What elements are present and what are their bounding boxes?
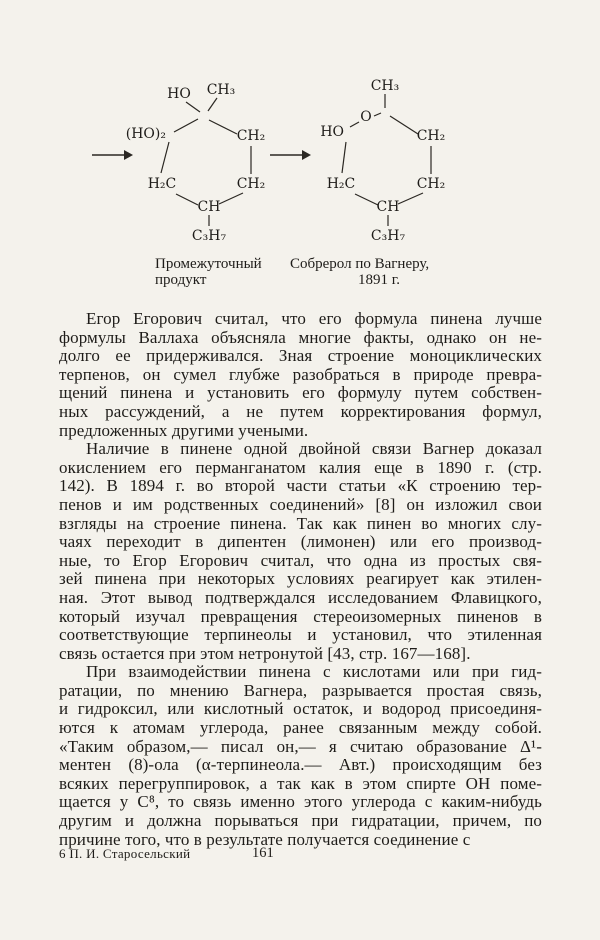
label-ch: CH [376,199,400,215]
reaction-scheme [0,60,600,305]
text-line: ментен (8)-ола (α-терпинеола.— Авт.) происходящим без [59,755,542,775]
page-number: 161 [252,845,274,861]
intermediate-structure [126,82,266,244]
text-line: чаях переходит в дипентен (лимонен) или его производ- [59,532,542,552]
caption-sobrerol-line1: Собрерол по Вагнеру, [290,256,430,272]
label-oxygen: O [360,109,372,125]
text-line: соответствующие терпинеолы и установил, что этиленная [59,625,542,645]
label-ch2-upper-right: CH₂ [416,128,446,144]
label-ch3: CH₃ [370,78,400,94]
label-ch2-upper-right: CH₂ [236,128,266,144]
text-line: зей пинена при некоторых условиях реагирует как этилен- [59,569,542,589]
body-text [59,310,542,849]
text-line: 142). В 1894 г. во второй части статьи «К строению тер- [59,476,542,496]
reaction-arrow-middle-icon [270,150,311,160]
text-line: формулы Валлаха объясняла многие факты, однако он не- [59,327,542,347]
text-line: ные, то Егор Егорович считал, что одна из простых свя- [59,550,542,570]
text-line: который изучал превращения стереоизомерных пиненов в [59,606,542,626]
label-ho: HO [320,124,344,140]
caption-sobrerol-line2: 1891 г. [358,272,400,288]
label-h2c: H₂C [326,176,356,192]
label-c3h7: C₃H₇ [191,228,227,244]
text-line: Егор Егорович считал, что его формула пинена лучше [86,309,542,328]
printers-signature: 6 П. И. Старосельский [59,846,191,861]
sobrerol-structure [320,78,445,244]
label-c3h7: C₃H₇ [370,228,406,244]
text-line: ных рассуждений, а не путем корректирования формул, [59,401,542,421]
paragraph-2 [59,440,542,663]
label-ch: CH [197,199,221,215]
text-line: окислением его перманганатом калия еще в 1890 г. (стр. [59,457,542,477]
text-line: предложенных другими учеными. [59,420,309,440]
text-line: взгляды на строение пинена. Так как пинен во многих слу- [59,513,542,533]
reaction-arrow-left-icon [92,150,133,160]
text-line: щений пинена и установить его формулу путем собствен- [59,383,542,403]
label-ch2-lower-right: CH₂ [236,176,266,192]
text-line: всяких перегруппировок, а так как в этом спирте ОН поме- [59,773,542,793]
text-line: долго ее придерживался. Зная строение моноциклических [59,346,542,366]
caption-intermediate-line1: Промежуточный [155,256,262,272]
label-ho: HO [167,86,191,102]
text-line: При взаимодействии пинена с кислотами или при гид- [86,662,542,682]
paragraph-3 [59,663,542,849]
text-line: «Таким образом,— писал он,— я считаю образование Δ¹- [59,736,542,756]
label-ch2-lower-right: CH₂ [416,176,446,192]
text-line: связь остается при этом нетронутой [43, стр. 167—168]. [59,643,471,663]
text-line: другим и должна порываться при гидратации, причем, по [59,811,542,831]
text-line: Наличие в пинене одной двойной связи Вагнер доказал [86,439,542,459]
caption-intermediate-line2: продукт [155,272,207,288]
text-line: щается у С⁸, то связь именно этого углерода с каким-нибудь [59,792,542,812]
text-line: ная. Этот вывод подтверждался исследованием Флавицкого, [59,587,542,607]
text-line: пенов и им родственных соединений» [8] он изложил свои [59,494,542,514]
paragraph-1 [59,310,542,440]
text-line: и гидроксил, или кислотный остаток, и водород присоединя- [59,699,542,719]
label-h2c: H₂C [147,176,177,192]
label-ch3: CH₃ [206,82,236,98]
text-line: терпенов, он сумел глубже разобраться в природе превра- [59,364,542,384]
text-line: ратации, по мнению Вагнера, разрывается простая связь, [59,680,542,700]
label-ho2: (HO)₂ [125,126,166,142]
structure-captions [155,256,429,288]
text-line: причине того, что в результате получается соединение с [59,829,471,849]
text-line: ются к атомам углерода, ранее связанным между собой. [59,718,542,738]
